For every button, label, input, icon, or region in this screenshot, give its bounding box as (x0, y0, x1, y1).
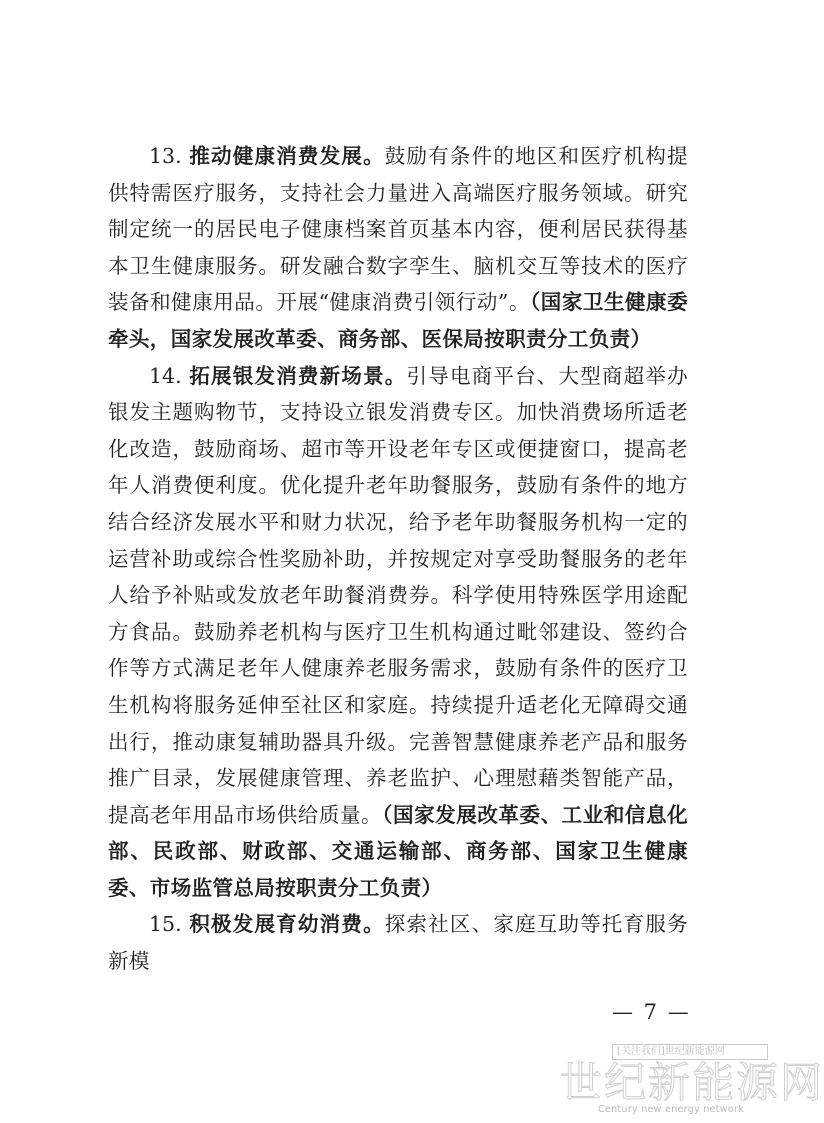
item-body: 引导电商平台、大型商超举办银发主题购物节，支持设立银发消费专区。加快消费场所适老化改造，鼓励商场、超市等开设老年专区或便捷窗口，提高老年人消费便利度。优化提升老年助餐服务，鼓励有条件的地方结合经济发展水平和财力状况，给予老年助餐服务机构一定的运营补助或综合性奖励补助，并按规定对享受助餐服务的老年人给予补贴或发放老年助餐消费券。科学使用特殊医学用途配方食品。鼓励养老机构与医疗卫生机构通过毗邻建设、签约合作等方式满足老年人健康养老服务需求，鼓励有条件的医疗卫生机构将服务延伸至社区和家庭。持续提升适老化无障碍交通出行，推动康复辅助器具升级。完善智慧健康养老产品和服务推广目录，发展健康管理、养老监护、心理慰藉类智能产品，提高老年用品市场供给质量。 (108, 363, 689, 827)
item-responsibility-note: （国家卫生健康委牵头，国家发展改革委、商务部、医保局按职责分工负责） (108, 290, 688, 351)
document-body (108, 138, 688, 980)
item-body: 探索社区、家庭互助等托育服务新模 (108, 912, 688, 974)
watermark-subtitle: Century new energy network (598, 1104, 744, 1115)
page-number: — 7 — (612, 1000, 691, 1024)
item-heading: 拓展银发消费新场景。 (189, 363, 407, 388)
paragraph-item-13 (108, 138, 688, 358)
item-number: 13. (149, 144, 182, 168)
watermark-banner: [关注我们]世纪新能源网 (612, 1044, 768, 1060)
paragraph-item-15 (108, 906, 688, 979)
item-heading: 推动健康消费发展。 (189, 144, 385, 168)
paragraph-item-14 (108, 358, 688, 907)
item-number: 14. (149, 363, 182, 388)
item-body: 鼓励有条件的地区和医疗机构提供特需医疗服务，支持社会力量进入高端医疗服务领域。研究制定统一的居民电子健康档案首页基本内容，便利居民获得基本卫生健康服务。研发融合数字孪生、脑机交互等技术的医疗装备和健康用品。开展“健康消费引领行动”。 (108, 144, 688, 315)
item-number: 15. (149, 912, 182, 937)
item-heading: 积极发展育幼消费。 (189, 912, 385, 937)
item-responsibility-note: （国家发展改革委、工业和信息化部、民政部、财政部、交通运输部、商务部、国家卫生健康委、市场监管总局按职责分工负责） (108, 802, 689, 900)
watermark-logo: 世纪新能源网 (560, 1058, 824, 1107)
